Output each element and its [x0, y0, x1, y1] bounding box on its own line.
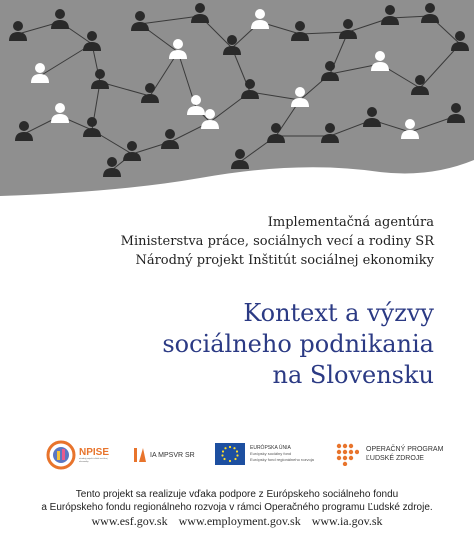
npise-logo-subtext: národný projekt inštitút sociálnej ekonomiky — [79, 457, 108, 463]
eu-logo — [215, 443, 314, 465]
op-ludske-zdroje-logo — [335, 442, 443, 466]
people-network-graphic — [0, 0, 474, 205]
op-dots-icon — [335, 442, 359, 466]
title-line-3: na Slovensku — [272, 361, 434, 389]
ministry-line: Ministerstva práce, sociálnych vecí a rodiny SR — [120, 234, 434, 249]
link-employment[interactable]: www.employment.gov.sk — [178, 514, 301, 528]
npise-logo-text: NPISE — [79, 446, 110, 458]
eu-logo-line1: EURÓPSKA ÚNIA — [250, 445, 291, 451]
op-logo-line1: OPERAČNÝ PROGRAM — [366, 446, 444, 453]
link-ia[interactable]: www.ia.gov.sk — [311, 514, 383, 528]
ia-mpsvr-logo — [133, 446, 195, 464]
title-line-1: Kontext a výzvy — [243, 299, 434, 327]
link-esf[interactable]: www.esf.gov.sk — [91, 514, 168, 528]
logo-strip — [0, 430, 474, 480]
agency-line: Implementačná agentúra — [267, 215, 434, 230]
eu-flag-icon — [215, 443, 245, 465]
document-title — [162, 298, 434, 391]
funding-line-2: a Európskeho fondu regionálneho rozvoja v rámci Operačného programu Ľudské zdroje. — [41, 502, 433, 513]
npise-emblem-icon — [46, 440, 76, 470]
project-line: Národný projekt Inštitút sociálnej ekonomiky — [135, 253, 434, 268]
title-line-2: sociálneho podnikania — [162, 330, 434, 358]
network-illustration — [0, 0, 474, 205]
website-links — [0, 514, 474, 529]
funding-line-1: Tento projekt sa realizuje vďaka podpore z Európskeho sociálneho fondu — [75, 489, 399, 500]
eu-logo-line2: Európsky sociálny fond — [250, 451, 292, 456]
eu-logo-line3: Európsky fond regionálneho rozvoja — [250, 457, 314, 462]
op-logo-line2: ĽUDSKÉ ZDROJE — [366, 455, 424, 462]
ia-emblem-icon — [133, 446, 147, 464]
ia-logo-text: IA MPSVR SR — [150, 451, 195, 459]
npise-logo — [46, 440, 113, 470]
funding-statement — [0, 488, 474, 514]
organization-block — [121, 213, 434, 270]
